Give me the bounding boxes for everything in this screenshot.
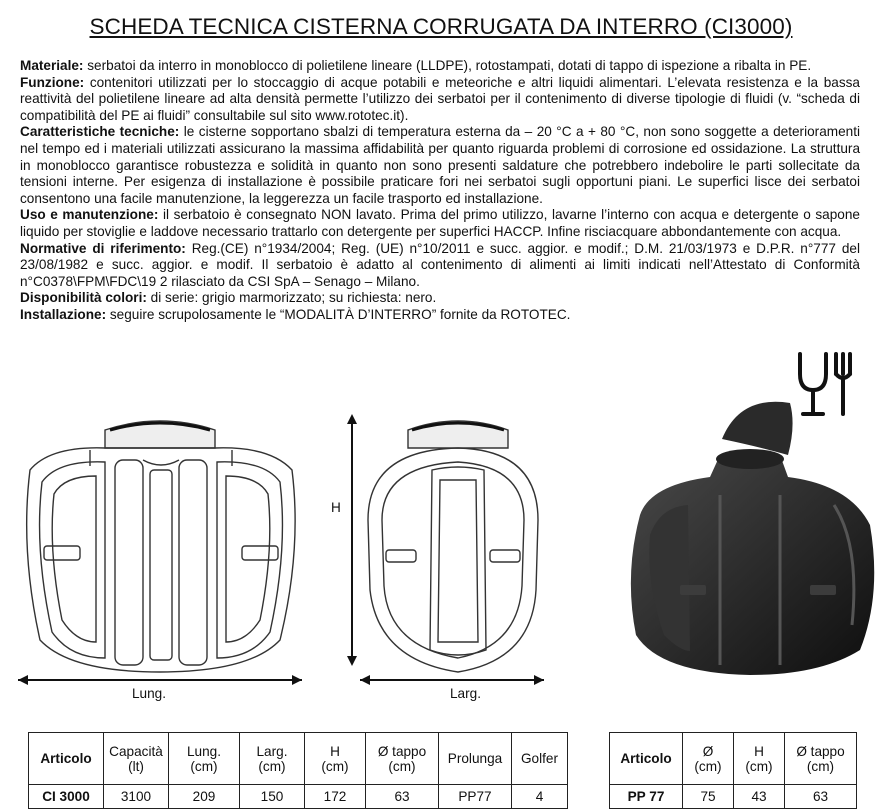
table-cell: 172 <box>305 785 366 809</box>
col-diametro <box>683 733 734 785</box>
page-title: SCHEDA TECNICA CISTERNA CORRUGATA DA INTERRO (CI3000) <box>89 14 793 39</box>
table-cell: 75 <box>683 785 734 809</box>
col-h <box>305 733 366 785</box>
table-cell: 63 <box>785 785 857 809</box>
col-lung <box>169 733 240 785</box>
col-tappo <box>785 733 857 785</box>
section-text: serbatoi da interro in monoblocco di polietilene lineare (LLDPE), rotostampati, dotati di tappo di ispezione a ribalta in PE. <box>83 58 812 73</box>
header-text: Articolo <box>620 751 672 766</box>
header-text: Capacità <box>109 743 163 759</box>
table-row <box>610 785 857 809</box>
section-text: di serie: grigio marmorizzato; su richiesta: nero. <box>146 290 437 306</box>
product-specs-table <box>28 732 568 809</box>
table-header-row <box>29 733 568 785</box>
table-cell: PP 77 <box>610 785 683 809</box>
section-text: il serbatoio è consegnato NON lavato. Prima del primo utilizzo, lavarne l’interno con acqua e detergente o sapone liquido per stoviglie e laddove necessario trattarlo con detergente per superfici HACCP. Infine risciacquare abbondantemente con acqua. <box>20 207 860 239</box>
extension-specs-table <box>609 732 857 809</box>
table-header-row <box>610 733 857 785</box>
table-cell: 63 <box>366 785 439 809</box>
header-text: Prolunga <box>447 751 503 766</box>
section-materiale <box>20 58 860 75</box>
section-text: le cisterne sopportano sbalzi di temperatura esterna da – 20 °C a + 80 °C, non sono soggette a deterioramenti nel tempo ed i materiali utilizzati assicurano la massima affidabilità per quanto riguarda problemi di corrosione ed ossidazione. La struttura in monoblocco garantisce robustezza e solidità in quanto non sono presenti saldature che potrebbero indebolire le parti sollecitate da tensioni interne. Per esigenza di installazione è possibile praticare fori nei serbatoi sugli opportuni piani. Le superfici lisce dei serbatoi consentono una facile manutenzione, la leggerezza un facile trasporto ed installazione. <box>20 124 860 206</box>
table-cell: 3100 <box>104 785 169 809</box>
section-label: Funzione: <box>20 74 85 90</box>
col-tappo <box>366 733 439 785</box>
col-prolunga <box>439 733 512 785</box>
section-installazione <box>20 307 860 324</box>
tank-front-drawing <box>348 410 553 680</box>
header-unit: (cm) <box>258 758 286 774</box>
header-text: H <box>330 743 340 759</box>
col-articolo <box>29 733 104 785</box>
header-unit: (cm) <box>321 758 349 774</box>
header-text: Ø tappo <box>796 743 845 759</box>
section-colori <box>20 290 860 307</box>
header-text: H <box>754 743 764 759</box>
header-text: Golfer <box>520 751 559 766</box>
section-label: Installazione: <box>20 306 107 322</box>
col-h <box>734 733 785 785</box>
header-unit: (cm) <box>806 758 835 774</box>
length-label: Lung. <box>132 686 167 701</box>
header-text: Larg. <box>256 743 288 759</box>
header-text: Lung. <box>186 743 222 759</box>
section-funzione <box>20 75 860 125</box>
width-label: Larg. <box>450 686 481 701</box>
header-unit: (lt) <box>128 758 144 774</box>
table-row <box>29 785 568 809</box>
table-cell: 150 <box>240 785 305 809</box>
section-text: contenitori utilizzati per lo stoccaggio di acque potabili e meteoriche e altri liquidi alimentari. L’elevata resistenza e la bassa reattività del polietilene lineare ad alta densità permette l’utilizzo dei serbatoi per il contenimento di diverse tipologie di fluidi (v. “scheda di compatibilità del PE ai fluidi” consultabile sul sito www.rototec.it). <box>20 74 860 123</box>
header-unit: (cm) <box>190 758 218 774</box>
section-text: Reg.(CE) n°1934/2004; Reg. (UE) n°10/2011 e succ. aggior. e modif.; D.M. 21/03/1973 e D.P.R. n°777 del 23/08/1982 e succ. aggior. e modif. Il serbatoio è adatto al contenimento di alimenti ai limiti indicati nell’Attestato di Conformità n°C0378\FPM\FDC\19 2 rilasciato da CSI SpA – Senago – Milano. <box>20 240 860 289</box>
header-unit: (cm) <box>745 758 773 774</box>
table-cell: PP77 <box>439 785 512 809</box>
col-golfer <box>512 733 568 785</box>
table-cell: 209 <box>169 785 240 809</box>
description-text <box>20 58 860 324</box>
tank-side-drawing <box>10 410 310 680</box>
table-cell: 4 <box>512 785 568 809</box>
section-label: Materiale: <box>20 58 84 73</box>
col-larg <box>240 733 305 785</box>
section-label: Uso e manutenzione: <box>20 207 159 223</box>
section-normative <box>20 241 860 291</box>
header-text: Ø tappo <box>377 743 427 759</box>
section-label: Disponibilità colori: <box>20 290 147 306</box>
header-text: Ø <box>702 743 714 759</box>
header-text: Articolo <box>40 751 92 766</box>
header-unit: (cm) <box>388 758 416 774</box>
section-uso <box>20 207 860 240</box>
table-cell: 43 <box>734 785 785 809</box>
section-label: Caratteristiche tecniche: <box>20 124 180 140</box>
table-cell: CI 3000 <box>29 785 104 809</box>
col-articolo <box>610 733 683 785</box>
section-caratteristiche <box>20 124 860 207</box>
col-capacita <box>104 733 169 785</box>
section-label: Normative di riferimento: <box>20 240 186 256</box>
tank-product-photo <box>620 395 880 685</box>
height-label: H <box>331 500 341 515</box>
section-text: seguire scrupolosamente le “MODALITÀ D’INTERRO” fornite da ROTOTEC. <box>106 306 571 322</box>
header-unit: (cm) <box>694 758 722 774</box>
